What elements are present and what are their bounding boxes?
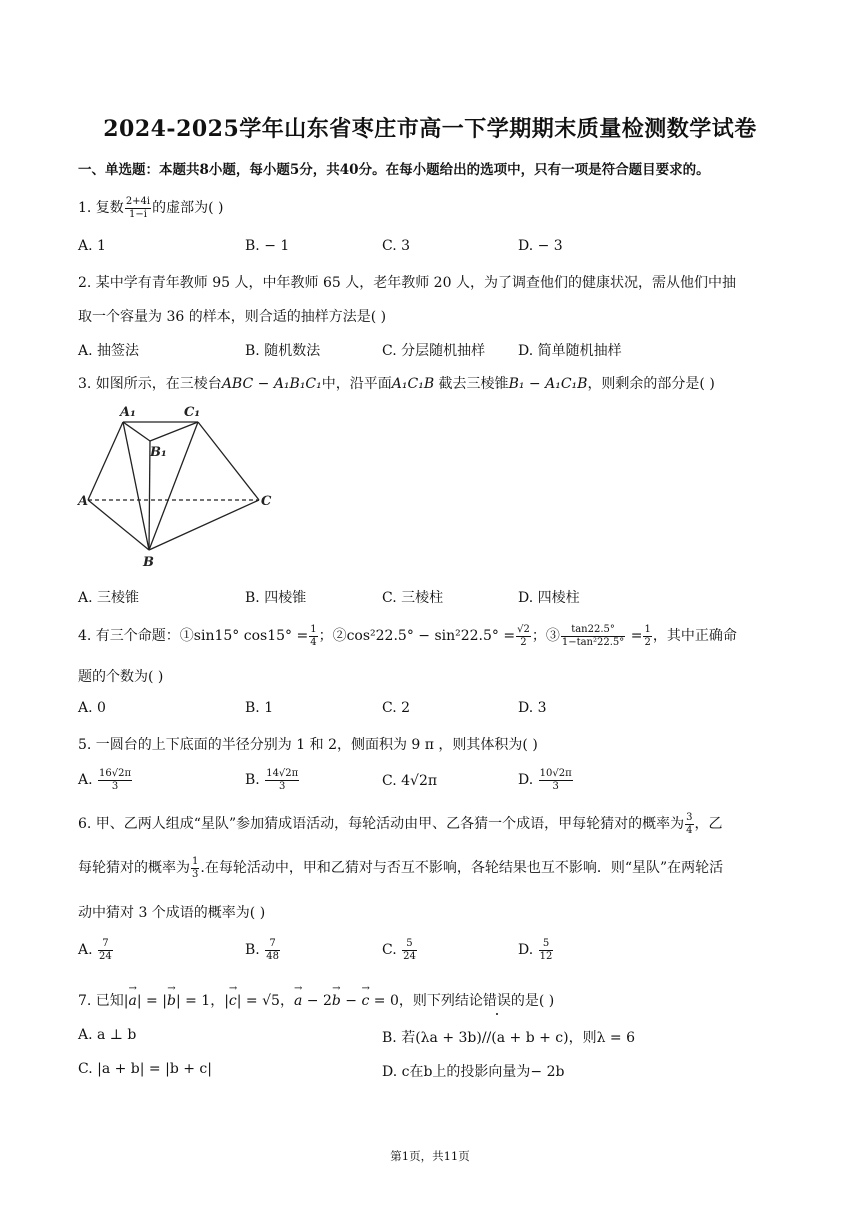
- question-1: [78, 196, 224, 220]
- question-2-line-2: 取一个容量为 36 的样本，则合适的抽样方法是( ): [78, 309, 387, 325]
- q3-option-a: A. 三棱锥: [78, 590, 140, 606]
- label-c1: C₁: [184, 405, 201, 420]
- question-6-line-3: 动中猜对 3 个成语的概率为( ): [78, 905, 266, 921]
- q4-option-d: D. 3: [518, 700, 547, 716]
- q6-option-c: C. $\frac{5}{24}$: [382, 938, 416, 962]
- q1-fraction: $\frac{2+4i}{1-i}$: [125, 196, 151, 220]
- question-7: 7. 已知|→ a| = |→ b| = 1，|→ c| = √5，→ a − 2→ b − → c = 0，则下列结论错误的是( ): [78, 990, 554, 1010]
- frustum-figure: [76, 398, 286, 573]
- label-a1: A₁: [120, 405, 136, 420]
- q2-option-a: A. 抽签法: [78, 343, 140, 359]
- q4-option-c: C. 2: [382, 700, 411, 716]
- q5-option-c: C. 4√2π: [382, 773, 438, 789]
- question-4-line-1: 4. 有三个命题：①sin15° cos15° = $\frac{1}{4}$ ；②cos²22.5° − sin²22.5° = $\frac{√2}{2}$ ；③ $\frac{\tan 22.5^\circ}{\text{1−tan²22.5°}}$ = $\frac{1}{2}$ ，其中正确命: [78, 624, 737, 648]
- q2-option-d: D. 简单随机抽样: [518, 343, 622, 359]
- q3-option-d: D. 四棱柱: [518, 590, 580, 606]
- q2-option-b: B. 随机数法: [245, 343, 321, 359]
- q7-option-b: B. 若(λa + 3b)//(a + b + c)，则λ = 6: [382, 1030, 636, 1046]
- label-b: B: [143, 555, 154, 570]
- q4-option-a: A. 0: [78, 700, 106, 716]
- q6-option-d: D. $\frac{5}{12}$: [518, 938, 553, 962]
- section-heading: 一、单选题：本题共8小题，每小题5分，共40分。在每小题给出的选项中，只有一项是符合题目要求的。: [78, 162, 710, 178]
- q1-prefix: 1. 复数: [78, 200, 124, 216]
- q6-option-b: B. $\frac{7}{48}$: [245, 938, 279, 962]
- question-6-line-1: 6. 甲、乙两人组成“星队”参加猜成语活动，每轮活动由甲、乙各猜一个成语，甲每轮猜对的概率为 $\frac{3}{4}$ ，乙: [78, 812, 723, 836]
- question-3: 3. 如图所示，在三棱台ABC − A₁B₁C₁中，沿平面A₁C₁B 截去三棱锥B₁ − A₁C₁B，则剩余的部分是( ): [78, 376, 715, 392]
- q5-option-b: B. $\frac{14√2\pi}{3}$: [245, 768, 299, 792]
- label-c: C: [261, 494, 272, 509]
- q7-option-c: C. |a + b| = |b + c|: [78, 1061, 212, 1077]
- q1-option-b: B. − 1: [245, 238, 290, 254]
- emphasis-wrong: 错误: [483, 990, 511, 1010]
- edge-cc1: [198, 422, 259, 500]
- label-a: A: [78, 494, 89, 509]
- q5-option-d: D. $\frac{10√2\pi}{3}$: [518, 768, 572, 792]
- q3-option-c: C. 三棱柱: [382, 590, 444, 606]
- page-footer: 第1页，共11页: [390, 1149, 470, 1163]
- q2-option-c: C. 分层随机抽样: [382, 343, 486, 359]
- page-title: 2024-2025学年山东省枣庄市高一下学期期末质量检测数学试卷: [103, 116, 757, 142]
- q3-option-b: B. 四棱锥: [245, 590, 307, 606]
- q7-option-d: D. c在b上的投影向量为− 2b: [382, 1064, 565, 1080]
- edge-b1c1: [150, 422, 198, 441]
- question-4-line-2: 题的个数为( ): [78, 669, 164, 685]
- q1-option-c: C. 3: [382, 238, 411, 254]
- q4-option-b: B. 1: [245, 700, 274, 716]
- q1-suffix: 的虚部为( ): [152, 200, 224, 216]
- label-b1: B₁: [150, 445, 167, 460]
- question-6-line-2: 每轮猜对的概率为 $\frac{1}{3}$ .在每轮活动中，甲和乙猜对与否互不影响，各轮结果也互不影响．则“星队”在两轮活: [78, 856, 724, 880]
- edge-a1b1: [123, 422, 150, 441]
- q5-option-a: A. $\frac{16√2\pi}{3}$: [78, 768, 132, 792]
- question-2-line-1: 2. 某中学有青年教师 95 人，中年教师 65 人，老年教师 20 人，为了调查他们的健康状况，需从他们中抽: [78, 275, 736, 291]
- q7-option-a: A. a ⊥ b: [78, 1027, 137, 1043]
- q1-option-d: D. − 3: [518, 238, 563, 254]
- edge-aa1: [88, 422, 123, 500]
- edge-a1b: [123, 422, 149, 550]
- q1-option-a: A. 1: [78, 238, 106, 254]
- q6-option-a: A. $\frac{7}{24}$: [78, 938, 112, 962]
- question-5: 5. 一圆台的上下底面的半径分别为 1 和 2，侧面积为 9 π ，则其体积为( ): [78, 737, 538, 753]
